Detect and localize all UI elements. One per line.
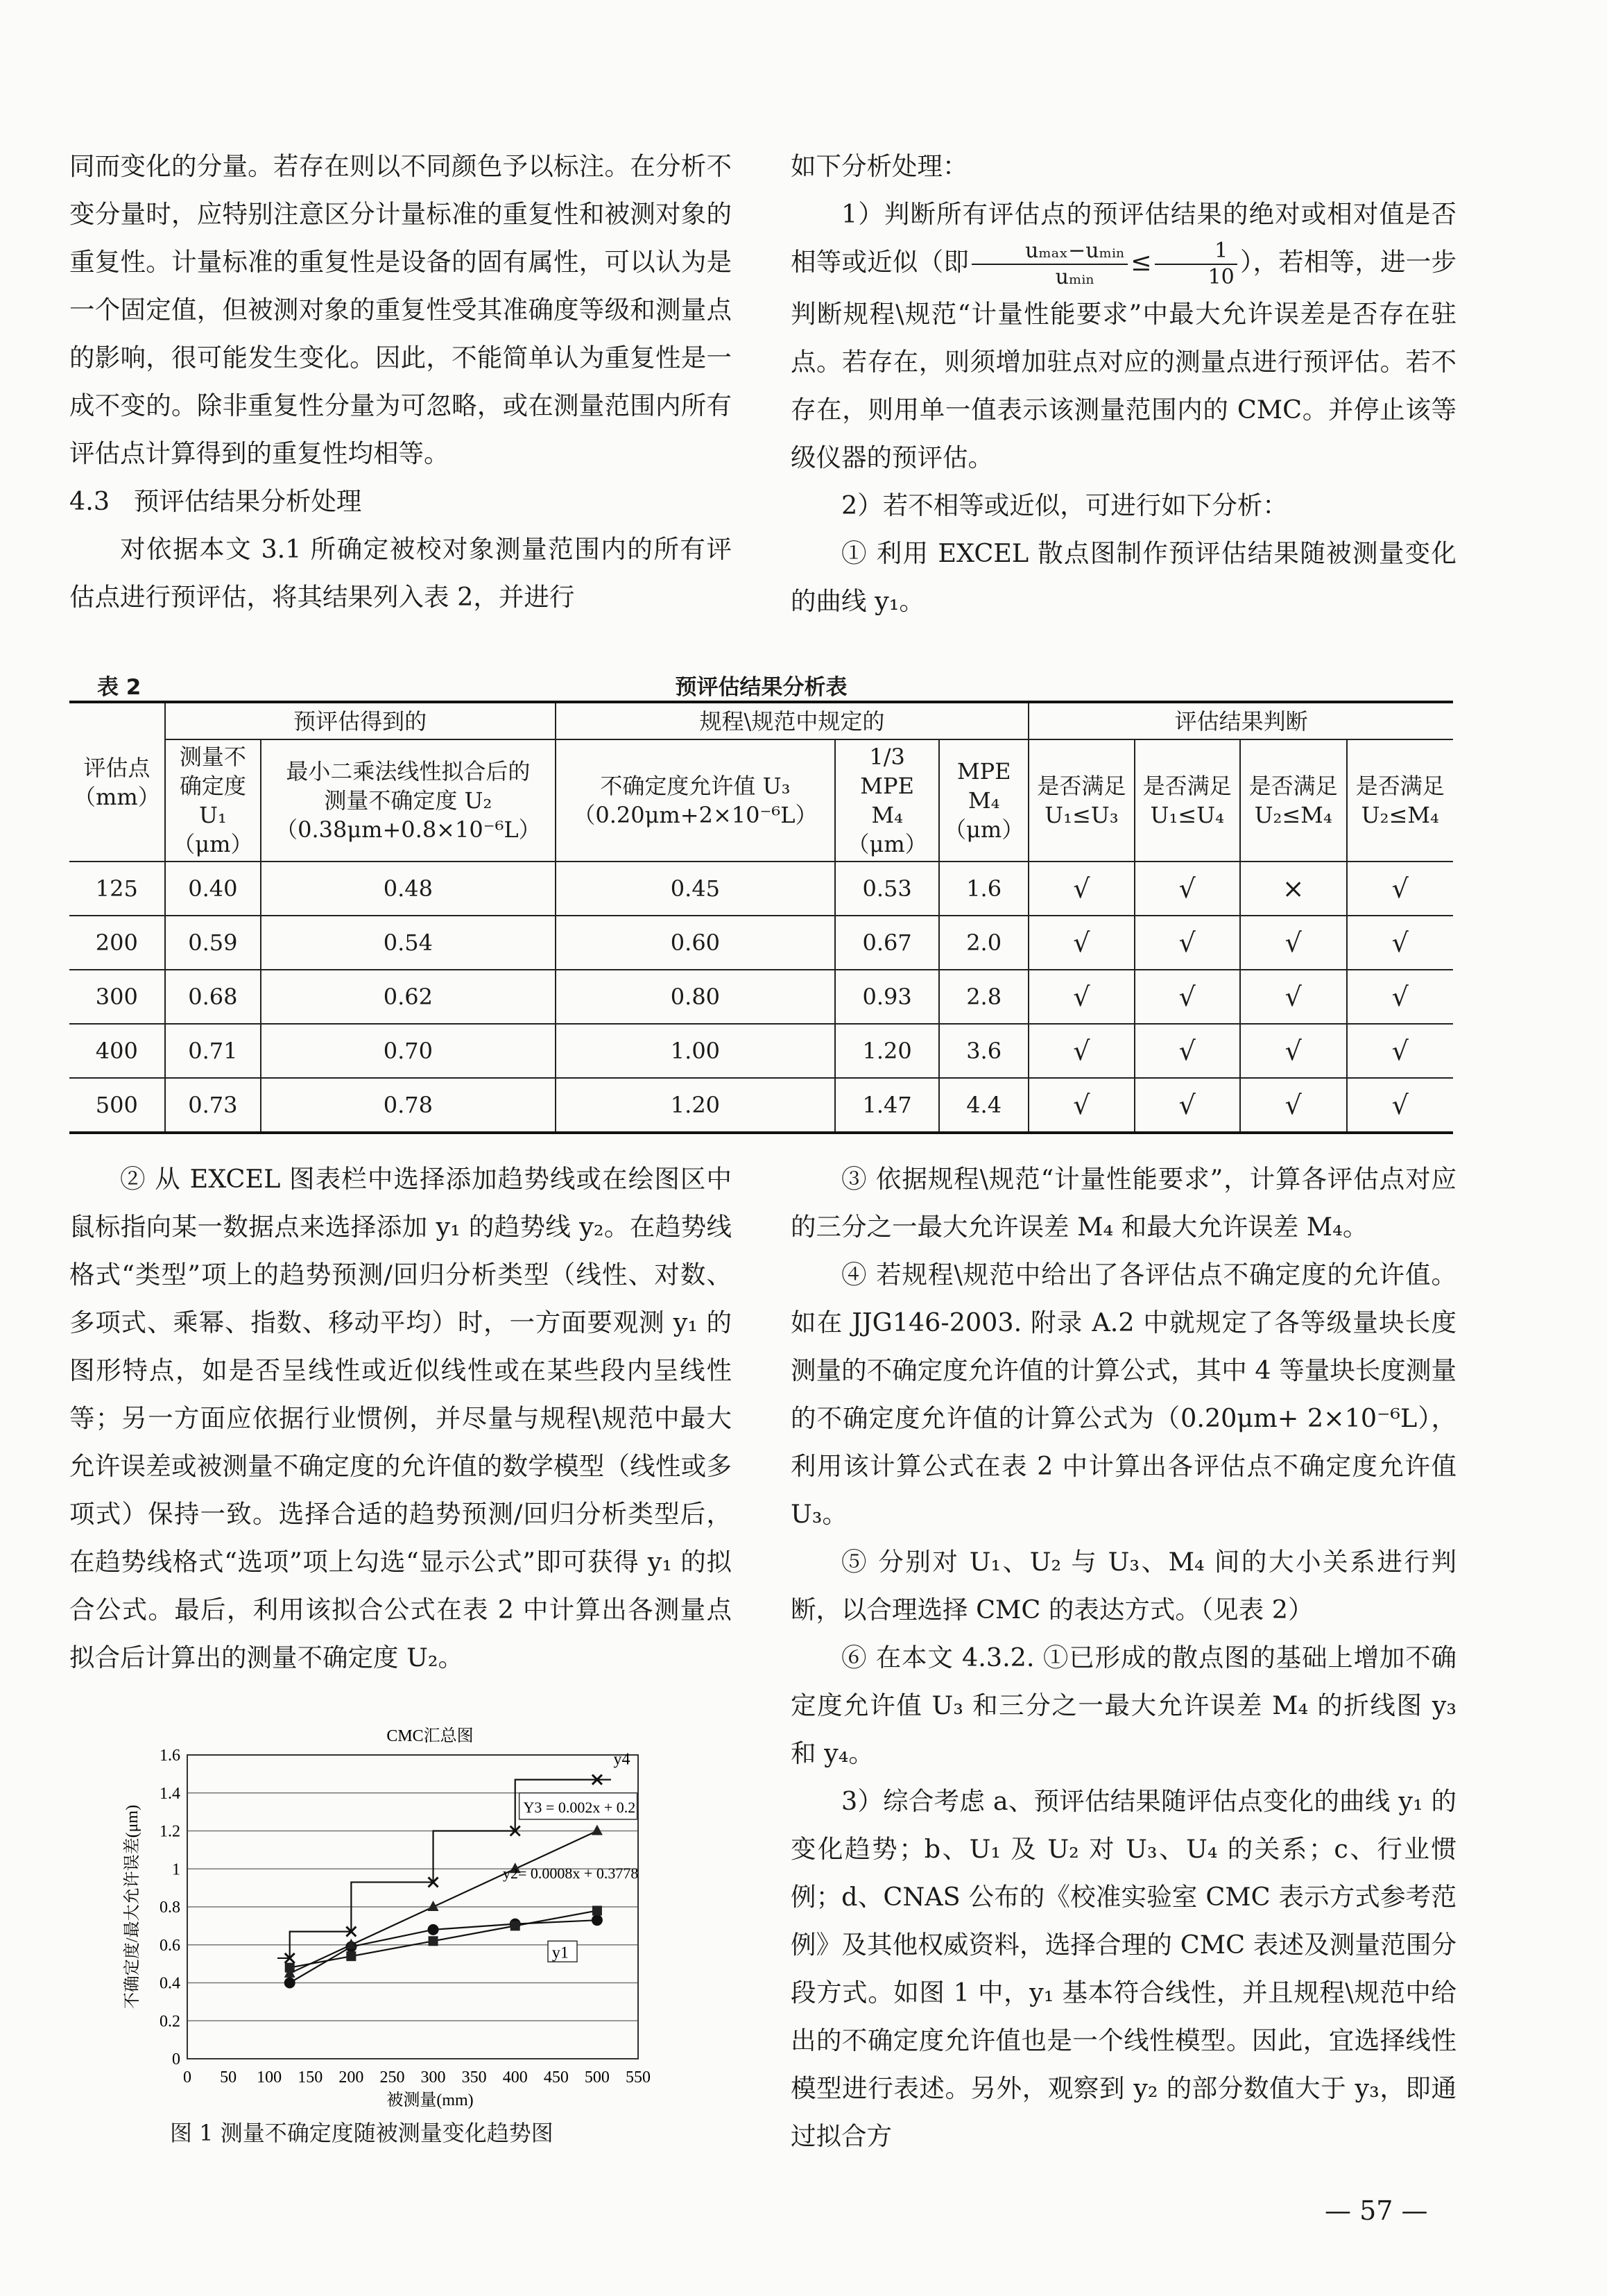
chart-label-y1: y1 <box>551 1944 569 1962</box>
table-label: 表 2 <box>97 675 141 700</box>
section-heading-4-3 <box>69 477 732 525</box>
table-cell: 0.48 <box>261 862 556 916</box>
table-cell-judgement: √ <box>1135 1024 1240 1078</box>
chart-y-axis-label: 不确定度/最大允许误差(μm) <box>123 1804 141 2010</box>
chart-x-tick-label: 150 <box>298 2068 323 2087</box>
chart-y-tick-label: 0 <box>172 2050 180 2068</box>
paragraph-step-3: 3）综合考虑 a、预评估结果随评估点变化的曲线 y₁ 的变化趋势；b、U₁ 及 U₂ 对 U₃、U₄ 的关系；c、行业惯例；d、CNAS 公布的《校准实验室 CMC 表示方式参考范例》及其他权威资料，选择合理的 CMC 表述及测量范围分段方式。如图 1 中，y₁ 基本符合线性，并且规程\规范中给出的不确定度允许值也是一个线性模型。因此，宜选择线性模型进行表述。另外，观察到 y₂ 的部分数值大于 y₃，即通过拟合方 <box>791 1786 1456 2151</box>
chart-point-y1 <box>428 1924 439 1935</box>
paragraph-analysis-lead: 如下分析处理： <box>791 151 968 181</box>
figure-caption: 图 1 测量不确定度随被测量变化趋势图 <box>170 2120 553 2146</box>
table-cell: 0.71 <box>165 1024 261 1078</box>
chart-y-tick-label: 0.2 <box>160 2012 180 2031</box>
table-cell-judgement: √ <box>1135 970 1240 1024</box>
chart-x-tick-label: 450 <box>543 2068 569 2087</box>
table-cell-judgement: √ <box>1029 916 1134 970</box>
header-eval-point: 评估点（mm） <box>69 702 165 862</box>
chart-x-tick-label: 500 <box>584 2068 610 2087</box>
table-cell-judgement: √ <box>1347 916 1454 970</box>
table-cell: 1.20 <box>556 1078 835 1133</box>
table-cell: 1.6 <box>939 862 1029 916</box>
section-number: 4.3 <box>69 486 110 516</box>
chart-x-tick-label: 250 <box>379 2068 405 2087</box>
table-cell-judgement: √ <box>1135 1078 1240 1133</box>
table-cell: 0.40 <box>165 862 261 916</box>
chart-point-Y3 <box>592 1825 603 1835</box>
table-cell: 0.73 <box>165 1078 261 1133</box>
table-cell: 0.78 <box>261 1078 556 1133</box>
header-u2: 最小二乘法线性拟合后的测量不确定度 U₂（0.38μm+0.8×10⁻⁶L） <box>261 739 556 862</box>
table-body <box>69 862 1453 1133</box>
left-column-bottom <box>69 1155 732 1681</box>
header-judge-2: 是否满足 U₁≤U₄ <box>1135 739 1240 862</box>
table-title: 预评估结果分析表 <box>675 675 848 700</box>
chart-title: CMC汇总图 <box>386 1727 474 1745</box>
table-caption <box>69 669 1453 700</box>
paragraph-intro-4-3: 对依据本文 3.1 所确定被校对象测量范围内的所有评估点进行预评估，将其结果列入表 2，并进行 <box>69 534 732 612</box>
table-cell-judgement: √ <box>1029 862 1134 916</box>
paragraph-step-2-2: ② 从 EXCEL 图表栏中选择添加趋势线或在绘图区中鼠标指向某一数据点来选择添加 y₁ 的趋势线 y₂。在趋势线格式“类型”项上的趋势预测/回归分析类型（线性、对数、多项式、乘幂、指数、移动平均）时，一方面要观测 y₁ 的图形特点，如是否呈线性或近似线性或在某些段内呈线性等；另一方面应依据行业惯例，并尽量与规程\规范中最大允许误差或被测量不确定度的允许值的数学模型（线性或多项式）保持一致。选择合适的趋势预测/回归分析类型后，在趋势线格式“选项”项上勾选“显示公式”即可获得 y₁ 的拟合公式。最后，利用该拟合公式在表 2 中计算出各测量点拟合后计算出的测量不确定度 U₂。 <box>69 1164 732 1672</box>
table-cell: 0.70 <box>261 1024 556 1078</box>
header-judge-3: 是否满足 U₂≤M₄ <box>1240 739 1347 862</box>
paragraph-step-2-3: ③ 依据规程\规范“计量性能要求”，计算各评估点对应的三分之一最大允许误差 M₄ 和最大允许误差 M₄。 <box>791 1164 1456 1242</box>
table-row <box>69 916 1453 970</box>
table-row <box>69 970 1453 1024</box>
one-tenth-fraction: $\frac{1}{10}$ <box>1155 239 1237 290</box>
table-cell: 0.62 <box>261 970 556 1024</box>
chart-y-tick-label: 0.8 <box>160 1899 180 1917</box>
ratio-fraction: $\frac{\text{uₘₐₓ−uₘᵢₙ}}{\text{uₘᵢₙ}}$ <box>972 239 1128 290</box>
table-cell-judgement: √ <box>1347 970 1454 1024</box>
table-cell-judgement: √ <box>1135 862 1240 916</box>
section-title: 预评估结果分析处理 <box>133 486 362 516</box>
table-cell: 300 <box>69 970 165 1024</box>
table-cell-judgement: √ <box>1029 970 1134 1024</box>
table-cell-judgement: √ <box>1240 1024 1347 1078</box>
chart-point-y2 <box>346 1951 356 1961</box>
chart-annotations <box>503 1751 638 1962</box>
paragraph-repeatability: 同而变化的分量。若存在则以不同颜色予以标注。在分析不变分量时，应特别注意区分计量标准的重复性和被测对象的重复性。计量标准的重复性是设备的固有属性，可以认为是一个固定值，但被测对象的重复性受其准确度等级和测量点的影响，很可能发生变化。因此，不能简单认为重复性是一成不变的。除非重复性分量为可忽略，或在测量范围内所有评估点计算得到的重复性均相等。 <box>69 151 732 468</box>
table-cell: 1.20 <box>835 1024 939 1078</box>
header-group-judgement: 评估结果判断 <box>1029 702 1453 739</box>
paragraph-step-2-5: ⑤ 分别对 U₁、U₂ 与 U₃、M₄ 间的大小关系进行判断，以合理选择 CMC 的表达方式。（见表 2） <box>791 1547 1456 1625</box>
chart-label-y4: y4 <box>613 1750 630 1769</box>
paragraph-step-2: 2）若不相等或近似，可进行如下分析： <box>841 490 1288 520</box>
table-cell: 4.4 <box>939 1078 1029 1133</box>
header-group-pre-eval: 预评估得到的 <box>165 702 556 739</box>
header-u1: 测量不确定度 U₁（μm） <box>165 739 261 862</box>
page-number: — 57 — <box>1325 2195 1428 2226</box>
table-cell-judgement: √ <box>1240 916 1347 970</box>
chart-x-tick-label: 350 <box>461 2068 487 2087</box>
chart-equation-y3: Y3 = 0.002x + 0.2 <box>523 1798 636 1816</box>
table-cell: 0.80 <box>556 970 835 1024</box>
chart-y-tick-label: 0.4 <box>160 1974 180 1993</box>
cmc-chart <box>118 1720 728 2150</box>
chart-point-y1 <box>284 1978 295 1989</box>
table-cell: 0.68 <box>165 970 261 1024</box>
table-cell: 0.53 <box>835 862 939 916</box>
table-cell: 0.60 <box>556 916 835 970</box>
table-cell: 500 <box>69 1078 165 1133</box>
table-cell: 125 <box>69 862 165 916</box>
chart-x-tick-label: 100 <box>257 2068 282 2087</box>
chart-point-y2 <box>510 1921 520 1930</box>
table-row <box>69 1078 1453 1133</box>
table-cell-judgement: × <box>1240 862 1347 916</box>
table-row <box>69 862 1453 916</box>
header-judge-4: 是否满足 U₂≤M₄ <box>1347 739 1454 862</box>
chart-equation-y2: y2= 0.0008x + 0.3778 <box>503 1864 639 1882</box>
table-cell-judgement: √ <box>1029 1024 1134 1078</box>
table-cell: 1.00 <box>556 1024 835 1078</box>
table-cell-judgement: √ <box>1347 1024 1454 1078</box>
table-cell-judgement: √ <box>1135 916 1240 970</box>
table-cell-judgement: √ <box>1240 1078 1347 1133</box>
header-judge-1: 是否满足 U₁≤U₃ <box>1029 739 1134 862</box>
table-cell: 0.45 <box>556 862 835 916</box>
right-column-bottom <box>791 1155 1456 2160</box>
table-cell: 200 <box>69 916 165 970</box>
paragraph-step-2-6: ⑥ 在本文 4.3.2. ①已形成的散点图的基础上增加不确定度允许值 U₃ 和三分之一最大允许误差 M₄ 的折线图 y₃ 和 y₄。 <box>791 1643 1456 1768</box>
table-cell-judgement: √ <box>1240 970 1347 1024</box>
chart-x-tick-label: 300 <box>420 2068 446 2087</box>
table-cell-judgement: √ <box>1029 1078 1134 1133</box>
table-cell: 2.8 <box>939 970 1029 1024</box>
chart-point-y2 <box>592 1905 602 1915</box>
results-table <box>69 701 1453 1134</box>
left-column-top <box>69 142 732 621</box>
table-cell: 1.47 <box>835 1078 939 1133</box>
chart-point-y1 <box>592 1914 603 1926</box>
cmc-chart-svg <box>118 1720 728 2109</box>
chart-x-tick-label: 50 <box>220 2068 237 2087</box>
paragraph-step-2-4: ④ 若规程\规范中给出了各评估点不确定度的允许值。如在 JJG146-2003. 附录 A.2 中就规定了各等级量块长度测量的不确定度允许值的计算公式，其中 4 等量块长度测量的不确定度允许值的计算公式为（0.20μm+ 2×10⁻⁶L），利用该计算公式在表 2 中计算出各评估点不确定度允许值 U₃。 <box>791 1260 1456 1529</box>
chart-y-tick-label: 1.2 <box>160 1822 180 1841</box>
header-u3: 不确定度允许值 U₃（0.20μm+2×10⁻⁶L） <box>556 739 835 862</box>
table-cell-judgement: √ <box>1347 1078 1454 1133</box>
chart-x-tick-label: 400 <box>502 2068 528 2087</box>
chart-x-tick-label: 0 <box>183 2068 191 2087</box>
chart-y-tick-label: 1 <box>172 1860 180 1879</box>
paragraph-step-2-1: ① 利用 EXCEL 散点图制作预评估结果随被测量变化的曲线 y₁。 <box>791 538 1456 616</box>
header-mpe: MPE M₄（μm） <box>939 739 1029 862</box>
table-cell: 2.0 <box>939 916 1029 970</box>
chart-point-y2 <box>429 1936 438 1946</box>
header-third-mpe: 1/3 MPE M₄（μm） <box>835 739 939 862</box>
table-cell: 3.6 <box>939 1024 1029 1078</box>
table-cell-judgement: √ <box>1347 862 1454 916</box>
chart-y-tick-label: 1.4 <box>160 1784 180 1803</box>
chart-x-axis-label: 被测量(mm) <box>386 2091 474 2109</box>
chart-x-tick-label: 200 <box>338 2068 364 2087</box>
header-group-spec: 规程\规范中规定的 <box>556 702 1029 739</box>
table-cell: 0.54 <box>261 916 556 970</box>
chart-x-tick-label: 550 <box>626 2068 651 2087</box>
chart-y-tick-label: 1.6 <box>160 1747 180 1765</box>
table-cell: 0.59 <box>165 916 261 970</box>
table-cell: 0.93 <box>835 970 939 1024</box>
paragraph-step-1: 1）判断所有评估点的预评估结果的绝对或相对值是否相等或近似（即 $\frac{\text{uₘₐₓ−uₘᵢₙ}}{\text{uₘᵢₙ}}$ ≤ $\frac{1}{10}$ ），若相等，进一步判断规程\规范“计量性能要求”中最大允许误差是否存在驻点。若存在，则须增加驻点对应的测量点进行预评估。若不存在，则用单一值表示该测量范围内的 CMC。并停止该等级仪器的预评估。 <box>791 199 1457 472</box>
table-row <box>69 1024 1453 1078</box>
right-column-top <box>791 142 1456 625</box>
table-cell: 400 <box>69 1024 165 1078</box>
table-cell: 0.67 <box>835 916 939 970</box>
chart-y-tick-label: 0.6 <box>160 1936 180 1955</box>
